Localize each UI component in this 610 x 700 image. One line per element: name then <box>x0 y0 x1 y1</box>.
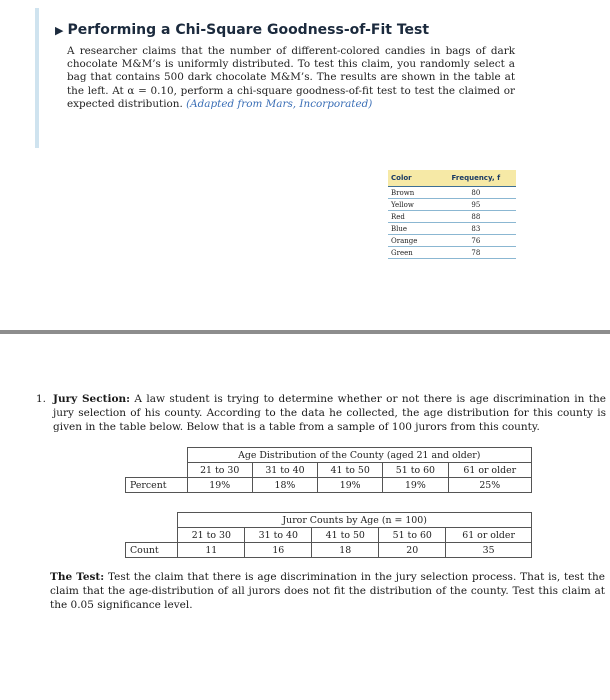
table-row <box>126 478 532 493</box>
age-group-header: 41 to 50 <box>312 528 379 543</box>
excerpt-title: ▶ Performing a Chi-Square Goodness-of-Fit Test <box>55 22 430 38</box>
problem-heading: Jury Section: <box>53 393 130 405</box>
color-cell: Blue <box>388 223 436 235</box>
table-row <box>388 223 516 235</box>
color-cell: Orange <box>388 235 436 247</box>
count-cell: 16 <box>245 543 312 558</box>
count-cell: 20 <box>379 543 446 558</box>
test-instructions <box>50 570 605 613</box>
age-group-header: 21 to 30 <box>187 463 252 478</box>
problem-number: 1. <box>36 393 47 405</box>
age-group-header: 61 or older <box>446 528 532 543</box>
frequency-cell: 95 <box>436 199 516 211</box>
excerpt-credit: (Adapted from Mars, Incorporated) <box>186 97 373 110</box>
percent-cell: 19% <box>318 478 383 493</box>
test-heading: The Test: <box>50 571 105 583</box>
row-label: Count <box>126 543 178 558</box>
color-header: Color <box>388 170 436 187</box>
triangle-bullet-icon: ▶ <box>55 24 64 37</box>
margin-accent-bar <box>35 8 39 148</box>
row-label: Percent <box>126 478 188 493</box>
age-group-header: 41 to 50 <box>318 463 383 478</box>
table-row <box>388 247 516 259</box>
candy-frequency-table <box>388 170 516 259</box>
juror-table-title: Juror Counts by Age (n = 100) <box>178 513 532 528</box>
frequency-cell: 83 <box>436 223 516 235</box>
percent-cell: 18% <box>252 478 317 493</box>
excerpt-body-text: A researcher claims that the number of different-colored candies in bags of dark chocolate M&M’s is uniformly distributed. To test this claim, you randomly select a bag that contains 500 dark chocolate M&M’s. The results are shown in the table at the left. At α = 0.10, perform a chi-square goodness-of-fit test to test the claimed or expected distribution. <box>67 45 515 110</box>
age-group-header: 61 or older <box>448 463 531 478</box>
table-row <box>388 199 516 211</box>
percent-cell: 19% <box>383 478 448 493</box>
excerpt-body <box>67 45 515 111</box>
frequency-cell: 76 <box>436 235 516 247</box>
textbook-excerpt <box>0 0 610 330</box>
jury-problem <box>36 392 606 435</box>
section-divider <box>0 330 610 334</box>
count-cell: 11 <box>178 543 245 558</box>
age-group-header: 31 to 40 <box>245 528 312 543</box>
test-text: Test the claim that there is age discrimination in the jury selection process. That is, test the claim that the age-distribution of all jurors does not fit the distribution of the county. Test this claim at the 0.05 significance level. <box>50 571 605 612</box>
age-group-header: 31 to 40 <box>252 463 317 478</box>
county-table-title: Age Distribution of the County (aged 21 and older) <box>187 448 531 463</box>
color-cell: Green <box>388 247 436 259</box>
color-cell: Brown <box>388 187 436 199</box>
frequency-cell: 80 <box>436 187 516 199</box>
frequency-cell: 78 <box>436 247 516 259</box>
county-age-table <box>125 447 532 493</box>
percent-cell: 25% <box>448 478 531 493</box>
table-row <box>388 211 516 223</box>
percent-cell: 19% <box>187 478 252 493</box>
table-row <box>388 235 516 247</box>
frequency-cell: 88 <box>436 211 516 223</box>
age-group-header: 51 to 60 <box>383 463 448 478</box>
count-cell: 35 <box>446 543 532 558</box>
table-row <box>126 543 532 558</box>
color-cell: Red <box>388 211 436 223</box>
color-cell: Yellow <box>388 199 436 211</box>
frequency-header: Frequency, f <box>436 170 516 187</box>
problem-text: A law student is trying to determine whether or not there is age discrimination in the jury selection of his county. According to the data he collected, the age distribution for this county is given in the table below. Below that is a table from a sample of 100 jurors from this county. <box>53 393 606 434</box>
juror-count-table <box>125 512 532 558</box>
age-group-header: 21 to 30 <box>178 528 245 543</box>
table-row <box>388 187 516 199</box>
age-group-header: 51 to 60 <box>379 528 446 543</box>
count-cell: 18 <box>312 543 379 558</box>
